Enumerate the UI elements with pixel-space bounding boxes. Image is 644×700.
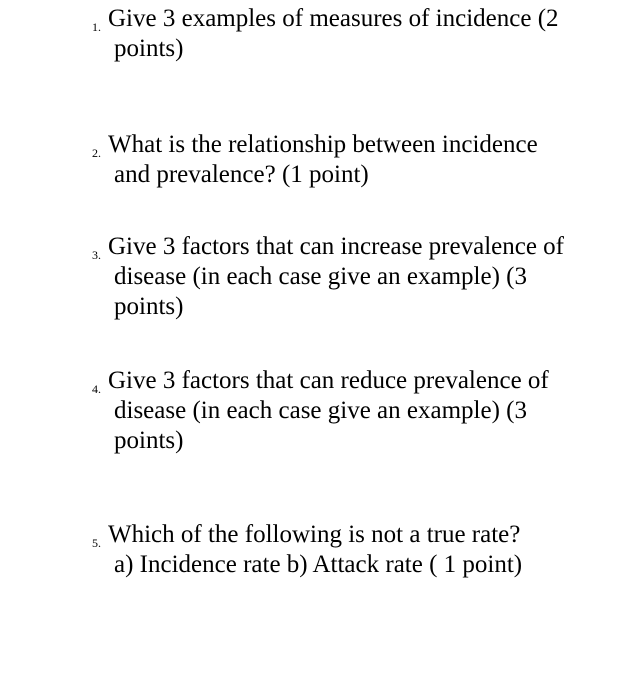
question-number: 1. (92, 20, 101, 34)
question-text-line: a) Incidence rate b) Attack rate ( 1 point) (114, 551, 523, 578)
question-number: 4. (92, 382, 101, 396)
question-text-line: disease (in each case give an example) (3 (114, 397, 527, 424)
question-text-line: Give 3 factors that can increase prevalence of (108, 233, 565, 260)
question-text-line: disease (in each case give an example) (3 (114, 263, 527, 290)
question-text-line: Which of the following is not a true rate? (108, 521, 521, 548)
question-number: 5. (92, 536, 101, 550)
question-number: 2. (92, 146, 101, 160)
question-text-line: points) (114, 35, 184, 62)
question-text-line: Give 3 examples of measures of incidence (2 (108, 5, 559, 32)
question-text-line: and prevalence? (1 point) (114, 161, 369, 188)
question-text-line: points) (114, 293, 184, 320)
question-text-line: points) (114, 427, 184, 454)
question-text-line: Give 3 factors that can reduce prevalence of (108, 367, 549, 394)
question-number: 3. (92, 248, 101, 262)
question-text-line: What is the relationship between incidence (108, 131, 538, 158)
